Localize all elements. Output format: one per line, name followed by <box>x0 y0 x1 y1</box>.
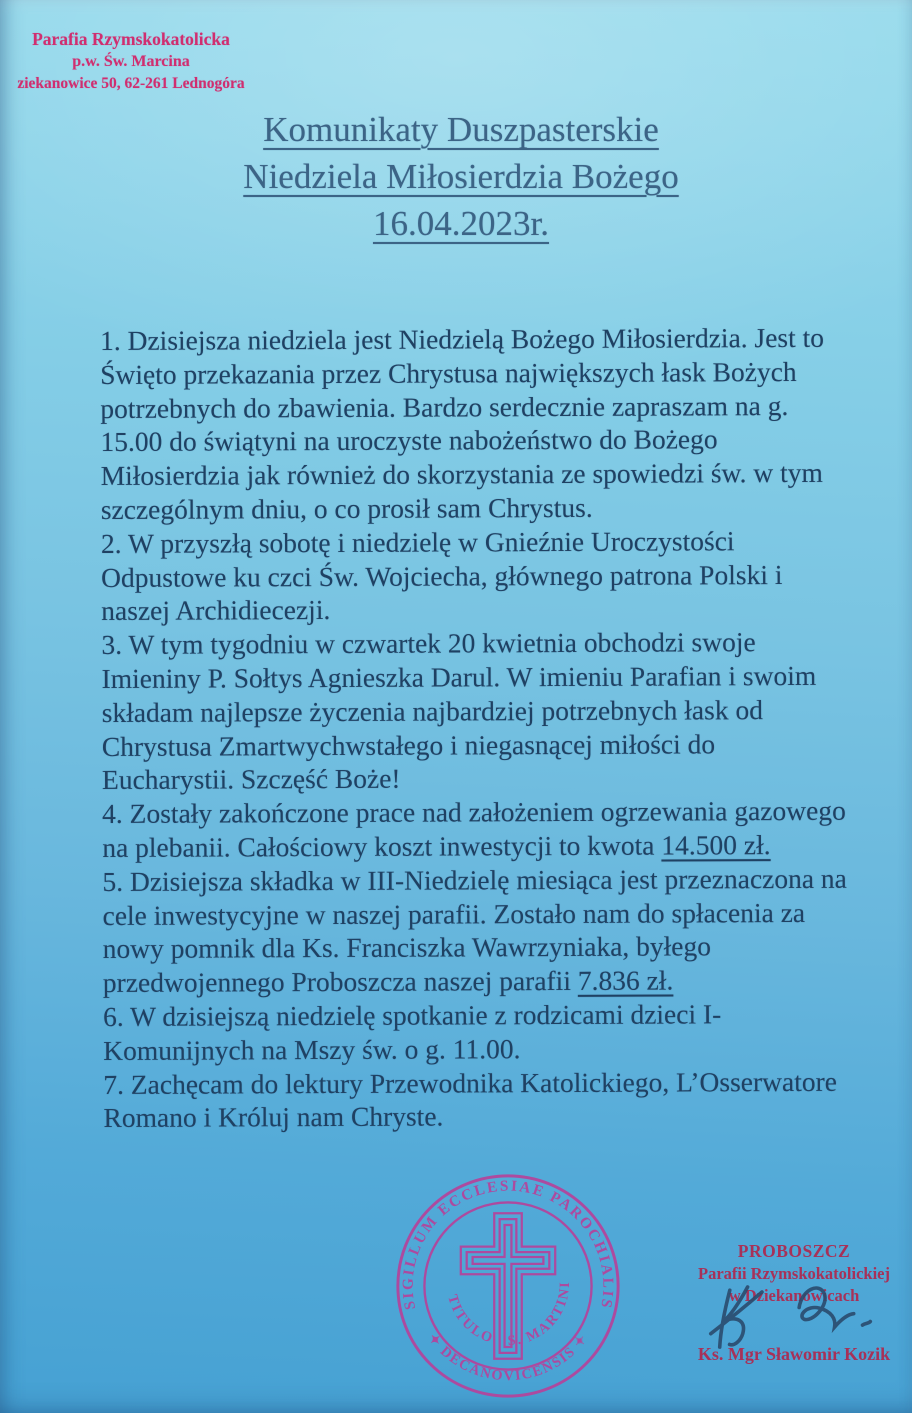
body-line: przedwojennego Proboszcza naszej parafii 7.836 zł. <box>102 964 674 999</box>
body-line: składam najlepsze życzenia najbardziej potrzebnych łask od <box>101 693 764 728</box>
body-line: Odpustowe ku czci Św. Wojciecha, głównego patrona Polski i <box>101 558 783 593</box>
signature-block <box>676 1240 912 1366</box>
seal-top-text: SIGILLUM ECCLESIAE PAROCHIALIS <box>399 1177 617 1312</box>
body-line: Komunijnych na Mszy św. o g. 11.00. <box>103 1032 521 1066</box>
body-line: 6. W dzisiejszą niedzielę spotkanie z rodzicami dzieci I- <box>102 998 722 1032</box>
title-line-1: Komunikaty Duszpasterskie <box>263 110 659 149</box>
announcements-body <box>100 320 912 1135</box>
body-line: Romano i Króluj nam Chryste. <box>103 1100 444 1134</box>
body-line: 2. W przyszłą sobotę i niedzielę w Gnieźnie Uroczystości <box>100 525 735 559</box>
parish-address: ziekanowice 50, 62-261 Lednogóra <box>17 75 245 92</box>
body-line: 15.00 do świątyni na uroczyste nabożeństwo do Bożego <box>100 423 718 458</box>
body-line: Święto przekazania przez Chrystusa największych łask Bożych <box>100 355 797 390</box>
signature-scribble <box>701 1272 882 1368</box>
parish-seal <box>390 1168 626 1404</box>
title-line-2: Niedziela Miłosierdzia Bożego <box>243 157 679 196</box>
parish-header <box>0 28 276 95</box>
body-line: 1. Dzisiejsza niedziela jest Niedzielą Bożego Miłosierdzia. Jest to <box>100 321 825 356</box>
parish-patron: p.w. Św. Marcina <box>72 53 190 70</box>
body-line: cele inwestycyjne w naszej parafii. Zostało nam do spłacenia za <box>102 896 806 931</box>
seal-outer-ring <box>398 1176 618 1396</box>
body-line: nowy pomnik dla Ks. Franciszka Wawrzyniaka, byłego <box>102 930 712 965</box>
signature-name: Ks. Mgr Sławomir Kozik <box>697 1344 891 1364</box>
body-line: 7. Zachęcam do lektury Przewodnika Katolickiego, L’Osserwatore <box>103 1065 837 1100</box>
body-line: Imieniny P. Sołtys Agnieszka Darul. W imieniu Parafian i swoim <box>101 659 817 694</box>
body-line: na plebanii. Całościowy koszt inwestycji to kwota 14.500 zł. <box>102 829 771 863</box>
body-line: szczególnym dniu, o co prosił sam Chrystus. <box>100 491 593 525</box>
body-line: Eucharystii. Szczęść Boże! <box>101 763 401 796</box>
seal-martini-text: S. MARTINI <box>507 1280 574 1350</box>
signature-parish: Parafii Rzymskokatolickiej <box>697 1264 890 1283</box>
svg-text:SIGILLUM ECCLESIAE PAROCHIALIS <box>399 1178 616 1312</box>
seal-bottom-text: ✦ DECANOVICENSIS ✦ <box>424 1330 592 1385</box>
body-line: potrzebnych do zbawienia. Bardzo serdecznie zapraszam na g. <box>100 389 789 424</box>
body-line: Chrystusa Zmartwychwstałego i niegasnącej miłości do <box>101 727 716 762</box>
body-line: Miłosierdzia jak również do skorzystania ze spowiedzi św. w tym <box>100 457 823 492</box>
body-line: 5. Dzisiejsza składka w III-Niedzielę miesiąca jest przeznaczona na <box>102 862 847 897</box>
document-title <box>116 106 806 247</box>
body-line: naszej Archidiecezji. <box>101 594 331 627</box>
body-line: 4. Zostały zakończone prace nad założeniem ogrzewania gazowego <box>102 794 846 830</box>
parish-name: Parafia Rzymskokatolicka <box>32 29 230 49</box>
svg-text:TITULO <box>444 1293 496 1347</box>
signature-role: PROBOSZCZ <box>737 1241 851 1261</box>
signature-place: w Dziekanowicach <box>728 1286 860 1305</box>
seal-titulo-text: TITULO <box>444 1292 497 1347</box>
body-line: 3. W tym tygodniu w czwartek 20 kwietnia obchodzi swoje <box>101 626 756 661</box>
title-date: 16.04.2023r. <box>373 204 549 243</box>
